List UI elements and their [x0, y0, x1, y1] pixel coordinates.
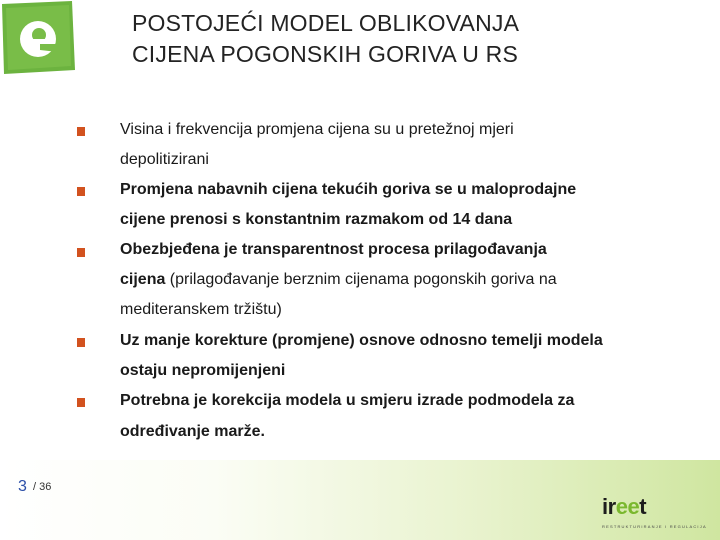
title-line-1: POSTOJEĆI MODEL OBLIKOVANJA	[132, 10, 520, 36]
bullet-marker	[77, 398, 85, 407]
bullet-marker	[77, 187, 85, 196]
title-line-2: CIJENA POGONSKIH GORIVA U RS	[132, 41, 519, 67]
brand-accent-2: e	[627, 494, 640, 519]
bullet-3-line-3: mediteranskem tržištu)	[120, 301, 282, 318]
bullet-4-line-2: ostaju nepromijenjeni	[120, 362, 286, 379]
brand-name	[602, 495, 646, 519]
page-number: 3	[18, 478, 27, 495]
bullet-4-line-1: Uz manje korekture (promjene) osnove odnosno temelji modela	[120, 332, 603, 349]
page-total: / 36	[33, 481, 52, 493]
bullet-1-line-2: depolitizirani	[120, 151, 209, 168]
bullet-5-line-1: Potrebna je korekcija modela u smjeru izrade podmodela za	[120, 392, 575, 409]
bullet-marker	[77, 248, 85, 257]
brand-accent: e	[615, 494, 628, 519]
bullet-3-bold-word: cijena	[120, 271, 166, 288]
ireet-logo	[602, 494, 707, 535]
brand-suffix: t	[639, 494, 647, 519]
bullet-1-line-1: Visina i frekvencija promjena cijena su u pretežnoj mjeri	[120, 121, 514, 138]
bullet-2-line-2: cijene prenosi s konstantnim razmakom od 14 dana	[120, 211, 513, 228]
brand-prefix: ir	[602, 494, 616, 519]
bullet-5-line-2: određivanje marže.	[120, 423, 265, 440]
bullet-marker	[77, 338, 85, 347]
bullet-3-line-2	[120, 270, 557, 290]
bullet-3-note: (prilagođavanje berznim cijenama pogonskih goriva na	[165, 271, 557, 288]
bullet-3-line-1: Obezbjeđena je transparentnost procesa prilagođavanja	[120, 241, 547, 258]
bullet-2-line-1: Promjena nabavnih cijena tekućih goriva se u maloprodajne	[120, 181, 577, 198]
bullet-marker	[77, 127, 85, 136]
brand-tagline: RESTRUKTURIRANJE I REGULACIJA	[602, 524, 707, 529]
